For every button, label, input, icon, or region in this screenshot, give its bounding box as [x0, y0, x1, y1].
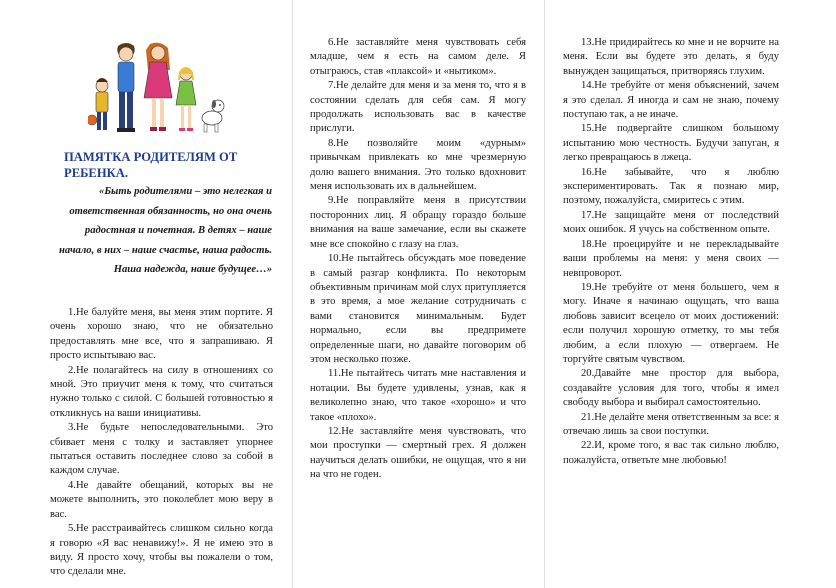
list-item: 13.Не придирайтесь ко мне и не ворчите на меня. Если вы будете это делать, я буду вынужден защищаться, притворяясь глухим.: [563, 37, 779, 77]
dad-figure: [117, 43, 135, 132]
list-item: 17.Не защищайте меня от последствий моих ошибок. Я учусь на собственном опыте.: [563, 209, 779, 236]
memo-title: ПАМЯТКА РОДИТЕЛЯМ ОТ РЕБЕНКА.: [64, 150, 238, 180]
list-item: 18.Не проецируйте и не перекладывайте ваши проблемы на меня: у меня своих — невпроворот.: [563, 238, 779, 279]
list-item: 2.Не полагайтесь на силу в отношениях со мной. Это приучит меня к тому, что считаться нужно только с силой. С большей готовностью я откликнусь на ваши инициативы.: [50, 364, 273, 419]
list-item: 22.И, кроме того, я вас так сильно люблю, пожалуйста, ответьте мне любовью!: [563, 440, 779, 466]
mom-figure: [144, 43, 172, 131]
list-item: 5.Не расстраивайтесь слишком сильно когда я говорю «Я вас ненавижу!». Я не имею это в виду. Я просто хочу, чтобы вы пожалели о том, что сделали мне.: [50, 523, 273, 578]
list-item: 3.Не будьте непоследовательными. Это сбивает меня с толку и заставляет упорнее пытаться оставить последнее слово за собой в каждом случае.: [50, 422, 273, 477]
list-item: 9.Не поправляйте меня в присутствии посторонних лиц. Я обращу гораздо больше внимания на ваше замечание, если вы скажете мне все спокойно с глазу на глаз.: [310, 195, 526, 250]
list-item: 4.Не давайте обещаний, которых вы не можете выполнить, это поколеблет мою веру в вас.: [50, 479, 273, 520]
memo-quote: «Быть родителями – это нелегкая и ответственная обязанность, но она очень радостная и почетная. В детях – наше начало, в них – наше счастье, наша радость. Наша надежда, наше будущее…»: [58, 186, 272, 276]
list-item: 7.Не делайте для меня и за меня то, что я в состоянии сделать для себя сам. Я могу продолжать использовать вас в качестве прислуги.: [310, 80, 526, 135]
list-item: 14.Не требуйте от меня объяснений, зачем я это сделал. Я иногда и сам не знаю, почему поступаю так, а не иначе.: [563, 80, 779, 121]
list-item: 20.Давайте мне простор для выбора, создавайте условия для того, чтобы я имел свободу выбора и выбирал самостоятельно.: [563, 368, 779, 409]
column-divider-2: [544, 0, 545, 588]
column-3: [563, 36, 779, 468]
list-item: 16.Не забывайте, что я люблю экспериментировать. Так я познаю мир, поэтому, пожалуйста, смиритесь с этим.: [563, 166, 779, 207]
list-item: 21.Не делайте меня ответственным за все: я отвечаю лишь за свои поступки.: [563, 411, 780, 437]
list-item: 6.Не заставляйте меня чувствовать себя младше, чем я есть на самом деле. Я отыграюсь, став «плаксой» и «нытиком».: [310, 37, 526, 77]
dog-figure: [202, 100, 224, 132]
girl-figure: [176, 67, 196, 131]
list-item: 12.Не заставляйте меня чувствовать, что мои проступки — смертный грех. Я должен научиться делать ошибки, не ощущая, что я ни на что не годен.: [310, 425, 526, 481]
list-item: 11.Не пытайтесь читать мне наставления и нотации. Вы будете удивлены, узнав, как я великолепно знаю, что такое «хорошо» и что такое «плохо».: [310, 368, 526, 423]
column-1: [50, 306, 273, 580]
list-item: 10.Не пытайтесь обсуждать мое поведение в самый разгар конфликта. По некоторым объективным причинам мой слух притупляется в это время, а мое желание сотрудничать с вами становится минимальным. Будет нормально, если вы предпримете определенные шаги, но давайте поговорим об этом несколько позже.: [310, 253, 526, 365]
list-item: 15.Не подвергайте слишком большому испытанию мою честность. Будучи запуган, я легко превращаюсь в лжеца.: [563, 123, 779, 164]
column-divider-1: [292, 0, 293, 588]
list-item: 19.Не требуйте от меня большего, чем я могу. Иначе я начинаю ощущать, что ваша любовь зависит всецело от моих достижений: если получил хорошую отметку, то мы тебя любим, а если плохую — отвергаем. Не торгуйте святым чувством.: [563, 281, 779, 365]
column-2: [310, 36, 526, 483]
boy-figure: [88, 78, 108, 130]
list-item: 1.Не балуйте меня, вы меня этим портите. Я очень хорошо знаю, что не обязательно предоставлять мне все, что я запрашиваю. Я просто испытываю вас.: [50, 307, 273, 362]
list-item: 8.Не позволяйте моим «дурным» привычкам привлекать ко мне чрезмерную долю вашего внимания. Это только вдохновит меня использовать их в дальнейшем.: [310, 137, 526, 193]
family-clipart: [88, 40, 228, 140]
